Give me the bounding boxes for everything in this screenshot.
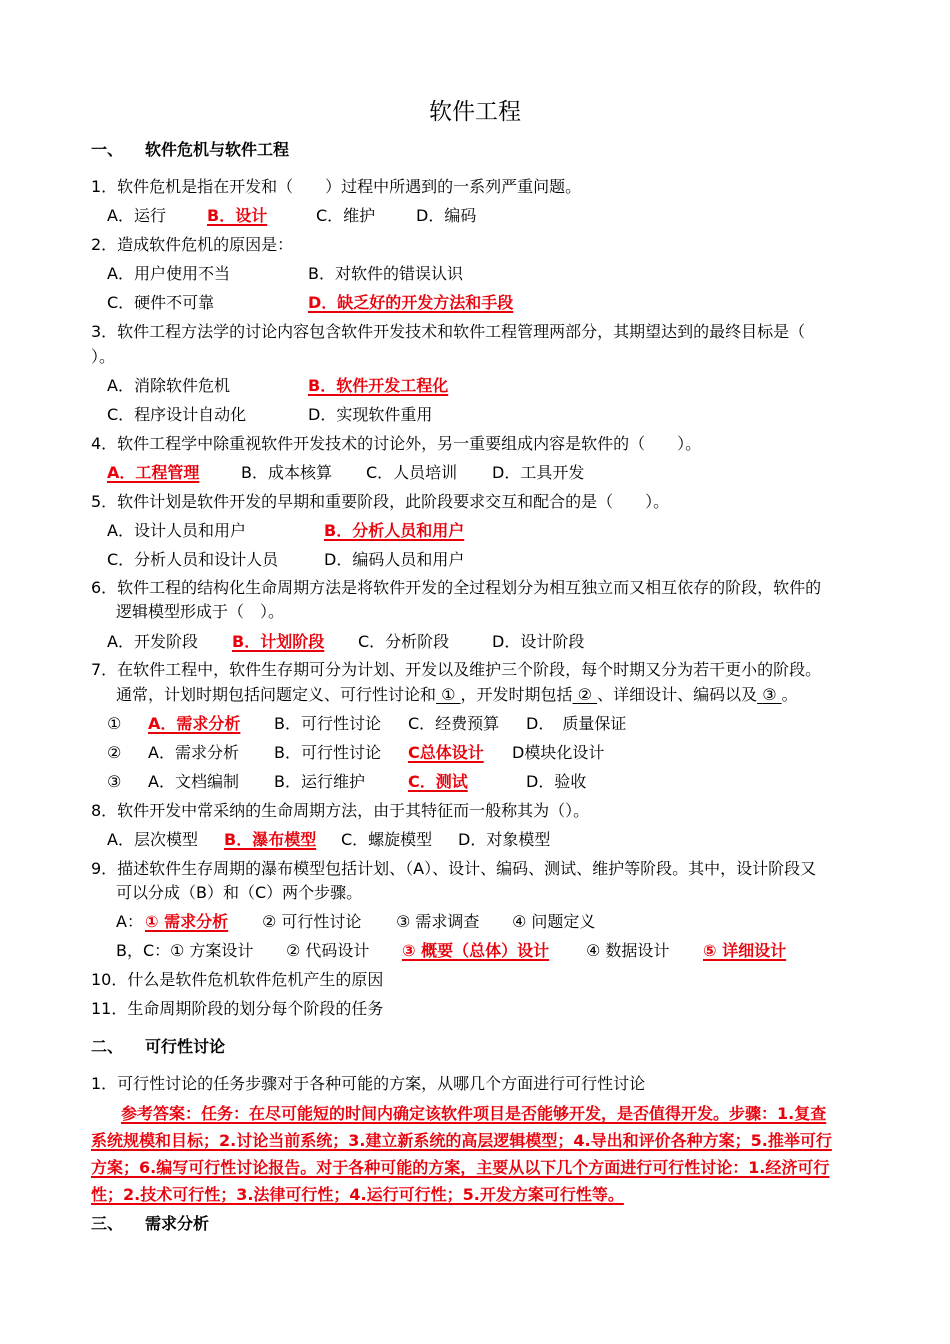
- section-1-number: 一、: [91, 140, 124, 159]
- section-2-heading: [91, 1036, 225, 1058]
- q7-blank-2: ②: [577, 685, 592, 704]
- q9-a-option-2: ② 可行性讨论: [262, 912, 362, 931]
- q2-option-c: C．硬件不可靠: [107, 293, 215, 312]
- q7-text-part-2: ，开发时期包括: [460, 685, 573, 704]
- question-7-text-line-2: [116, 684, 798, 706]
- q7-row-2-mark: ②: [107, 743, 122, 762]
- section-1-heading: [91, 139, 289, 161]
- reference-answer-line-1: 参考答案：任务：在尽可能短的时间内确定该软件项目是否能够开发，是否值得开发。步骤：1.复查: [121, 1104, 827, 1123]
- q1-option-c: C．维护: [316, 206, 376, 225]
- reference-answer-line-4: 性；2.技术可行性；3.法律可行性；4.运行可行性；5.开发方案可行性等。: [91, 1185, 624, 1204]
- q8-option-b-answer: B．瀑布模型: [224, 830, 317, 849]
- section-3-number: 三、: [91, 1214, 124, 1233]
- section-1-title: 软件危机与软件工程: [145, 140, 290, 159]
- q7-row-1-option-a-answer: A．需求分析: [148, 714, 241, 733]
- q4-option-d: D．工具开发: [492, 463, 585, 482]
- q9-bc-option-4: ④ 数据设计: [586, 941, 670, 960]
- question-3-text-line-2: ）。: [91, 347, 116, 366]
- question-1-text: 1．软件危机是指在开发和（ ）过程中所遇到的一系列严重问题。: [91, 177, 582, 196]
- section-2-number: 二、: [91, 1037, 124, 1056]
- q7-blank-1: ①: [441, 685, 456, 704]
- q7-row-1-option-d: D． 质量保证: [526, 714, 627, 733]
- q3-option-a: A．消除软件危机: [107, 376, 230, 395]
- q9-a-label: A：: [116, 912, 143, 931]
- q4-option-b: B．成本核算: [241, 463, 332, 482]
- q9-a-option-4: ④ 问题定义: [512, 912, 596, 931]
- q2-option-d-answer: D．缺乏好的开发方法和手段: [308, 293, 514, 312]
- q4-option-a-answer: A．工程管理: [107, 463, 200, 482]
- q4-option-c: C．人员培训: [366, 463, 458, 482]
- question-4-text: 4．软件工程学中除重视软件开发技术的讨论外，另一重要组成内容是软件的（ ）。: [91, 434, 702, 453]
- document-title: 软件工程: [429, 99, 521, 125]
- q3-option-d: D．实现软件重用: [308, 405, 433, 424]
- q6-option-c: C．分析阶段: [358, 632, 450, 651]
- q9-bc-option-5-answer: ⑤ 详细设计: [703, 941, 787, 960]
- question-6-text-line-2: 逻辑模型形成于（ ）。: [116, 602, 285, 621]
- q7-text-part-1: 通常，计划时期包括问题定义、可行性讨论和: [116, 685, 437, 704]
- q1-option-b-answer: B．设计: [207, 206, 268, 225]
- q7-row-2-option-c-answer: C总体设计: [408, 743, 484, 762]
- q5-option-c: C．分析人员和设计人员: [107, 550, 279, 569]
- question-11-text: 11．生命周期阶段的划分每个阶段的任务: [91, 999, 384, 1018]
- q7-row-2-option-b: B．可行性讨论: [274, 743, 381, 762]
- question-3-text-line-1: 3．软件工程方法学的讨论内容包含软件开发技术和软件工程管理两部分，其期望达到的最终目标是（: [91, 322, 806, 341]
- q9-bc-label: B，C：: [116, 941, 171, 960]
- q2-option-a: A．用户使用不当: [107, 264, 230, 283]
- question-2-text: 2．造成软件危机的原因是：: [91, 235, 294, 254]
- section-2-title: 可行性讨论: [145, 1037, 226, 1056]
- q3-option-b-answer: B．软件开发工程化: [308, 376, 449, 395]
- reference-answer: [91, 1100, 866, 1208]
- q9-a-option-3: ③ 需求调查: [396, 912, 480, 931]
- question-10-text: 10．什么是软件危机软件危机产生的原因: [91, 970, 384, 989]
- q1-option-d: D．编码: [416, 206, 477, 225]
- q5-option-a: A．设计人员和用户: [107, 521, 246, 540]
- q7-blank-3: ③: [762, 685, 777, 704]
- q9-bc-option-3-answer: ③ 概要（总体）设计: [402, 941, 550, 960]
- q8-option-d: D．对象模型: [458, 830, 551, 849]
- q7-row-1-option-b: B．可行性讨论: [274, 714, 381, 733]
- reference-answer-line-2: 系统规模和目标；2.讨论当前系统；3.建立新系统的高层逻辑模型；4.导出和评价各种方案；5.推举可行: [91, 1131, 832, 1150]
- question-8-text: 8．软件开发中常采纳的生命周期方法，由于其特征而一般称其为（）。: [91, 801, 590, 820]
- q7-row-3-option-b: B．运行维护: [274, 772, 365, 791]
- q1-option-a: A．运行: [107, 206, 166, 225]
- question-7-text-line-1: 7．在软件工程中，软件生存期可分为计划、开发以及维护三个阶段，每个时期又分为若干更小的阶段。: [91, 660, 822, 679]
- q6-option-b-answer: B．计划阶段: [232, 632, 325, 651]
- q7-row-3-option-d: D．验收: [526, 772, 587, 791]
- reference-answer-line-3: 方案；6.编写可行性讨论报告。对于各种可能的方案，主要从以下几个方面进行可行性讨论：1.经济可行: [91, 1158, 830, 1177]
- section-3-title: 需求分析: [145, 1214, 210, 1233]
- q6-option-a: A．开发阶段: [107, 632, 198, 651]
- question-6-text-line-1: 6．软件工程的结构化生命周期方法是将软件开发的全过程划分为相互独立而又相互依存的阶段，软件的: [91, 578, 822, 597]
- section-3-heading: [91, 1213, 209, 1235]
- q5-option-d: D．编码人员和用户: [324, 550, 465, 569]
- q9-a-option-1-answer: ① 需求分析: [145, 912, 229, 931]
- q8-option-a: A．层次模型: [107, 830, 198, 849]
- q7-row-3-option-a: A．文档编制: [148, 772, 239, 791]
- question-5-text: 5．软件计划是软件开发的早期和重要阶段，此阶段要求交互和配合的是（ ）。: [91, 492, 670, 511]
- q7-text-part-4: 。: [781, 685, 798, 704]
- q8-option-c: C．螺旋模型: [341, 830, 433, 849]
- question-9-text-line-1: 9．描述软件生存周期的瀑布模型包括计划、（A）、设计、编码、测试、维护等阶段。其中，设计阶段又: [91, 859, 817, 878]
- q7-row-3-option-c-answer: C．测试: [408, 772, 468, 791]
- q9-bc-option-1: ① 方案设计: [170, 941, 254, 960]
- q7-row-3-mark: ③: [107, 772, 122, 791]
- q6-option-d: D．设计阶段: [492, 632, 585, 651]
- q2-option-b: B．对软件的错误认识: [308, 264, 463, 283]
- q3-option-c: C．程序设计自动化: [107, 405, 247, 424]
- question-9-text-line-2: 可以分成（B）和（C）两个步骤。: [116, 883, 363, 902]
- q7-row-2-option-a: A．需求分析: [148, 743, 239, 762]
- q7-text-part-3: 、详细设计、编码以及: [597, 685, 758, 704]
- q7-row-2-option-d: D模块化设计: [512, 743, 605, 762]
- q9-bc-option-2: ② 代码设计: [286, 941, 370, 960]
- q5-option-b-answer: B．分析人员和用户: [324, 521, 465, 540]
- q7-row-1-option-c: C．经费预算: [408, 714, 500, 733]
- section-2-question-1: 1．可行性讨论的任务步骤对于各种可能的方案，从哪几个方面进行可行性讨论: [91, 1074, 646, 1093]
- q7-row-1-mark: ①: [107, 714, 122, 733]
